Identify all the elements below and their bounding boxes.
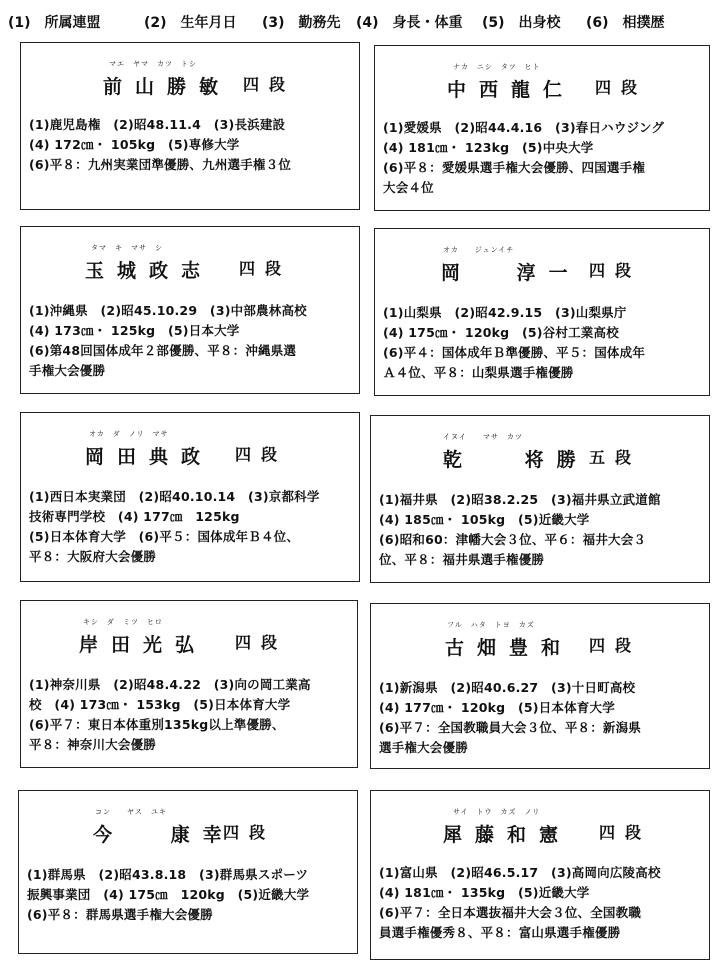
profile-line: (1)群馬県 (2)昭43.8.18 (3)群馬県スポーツ bbox=[27, 867, 309, 882]
profile-line: (6)平４：国体成年Ｂ準優勝、平５：国体成年 bbox=[383, 345, 646, 360]
wrestler-profile-card bbox=[370, 603, 710, 769]
wrestler-name: 岡 淳一 bbox=[441, 262, 581, 284]
wrestler-profile-card bbox=[20, 412, 360, 582]
wrestler-name: 古畑豊和 bbox=[445, 637, 574, 659]
profile-line: (4) 181㎝・ 123kg (5)中央大学 bbox=[383, 140, 594, 155]
wrestler-profile-card bbox=[20, 226, 360, 394]
profile-line: (1)山梨県 (2)昭42.9.15 (3)山梨県庁 bbox=[383, 305, 627, 320]
profile-line: 平８：神奈川大会優勝 bbox=[29, 737, 157, 752]
name-furigana: ナカ ニシ タツ ヒト bbox=[453, 63, 541, 71]
wrestler-name: 犀藤和憲 bbox=[443, 824, 572, 846]
profile-details bbox=[29, 301, 353, 381]
dan-rank: 四段 bbox=[235, 445, 288, 464]
profile-line: 平８：大阪府大会優勝 bbox=[29, 549, 157, 564]
profile-line: (4) 181㎝・ 135kg (5)近畿大学 bbox=[379, 885, 590, 900]
legend-item: (1) 所属連盟 bbox=[8, 15, 101, 31]
profile-details bbox=[29, 675, 351, 755]
dan-rank: 四段 bbox=[239, 259, 292, 278]
profile-line: 技術専門学校 (4) 177㎝ 125kg bbox=[29, 509, 240, 524]
wrestler-profile-card bbox=[20, 600, 358, 768]
profile-line: (1)神奈川県 (2)昭48.4.22 (3)向の岡工業高 bbox=[29, 677, 311, 692]
profile-line: (4) 175㎝・ 120kg (5)谷村工業高校 bbox=[383, 325, 619, 340]
legend-item: (3) 勤務先 bbox=[262, 15, 341, 31]
profile-line: (1)福井県 (2)昭38.2.25 (3)福井県立武道館 bbox=[379, 492, 661, 507]
name-furigana: マエ ヤマ カツ トシ bbox=[109, 60, 197, 68]
name-furigana: イヌイ マサ カツ bbox=[443, 433, 523, 441]
wrestler-name: 岡田典政 bbox=[85, 446, 214, 468]
profile-line: (1)富山県 (2)昭46.5.17 (3)高岡向広陵高校 bbox=[379, 865, 661, 880]
profile-details bbox=[29, 487, 353, 567]
legend-item: (2) 生年月日 bbox=[144, 15, 237, 31]
name-furigana: キシ ダ ミツ ヒロ bbox=[83, 618, 163, 626]
name-furigana: タマ キ マサ シ bbox=[91, 244, 163, 252]
profile-details bbox=[29, 115, 353, 175]
profile-line: 手権大会優勝 bbox=[29, 363, 106, 378]
field-legend bbox=[0, 0, 726, 34]
wrestler-name: 玉城政志 bbox=[85, 260, 214, 282]
profile-line: (6)平８：群馬県選手権大会優勝 bbox=[27, 907, 213, 922]
profile-line: 大会４位 bbox=[383, 180, 434, 195]
wrestler-profile-card bbox=[374, 228, 710, 396]
profile-line: (6)平７：東日本体重別135kg以上準優勝、 bbox=[29, 717, 285, 732]
profile-line: (1)鹿児島権 (2)昭48.11.4 (3)長浜建設 bbox=[29, 117, 286, 132]
wrestler-name: 中西龍仁 bbox=[447, 79, 576, 101]
profile-details bbox=[379, 863, 703, 943]
wrestler-profile-card bbox=[20, 42, 360, 210]
wrestler-name: 今 康幸 bbox=[93, 824, 235, 846]
profile-line: (6)平７：全国教職員大会３位、平８：新潟県 bbox=[379, 720, 642, 735]
dan-rank: 四段 bbox=[599, 823, 652, 842]
dan-rank: 四段 bbox=[223, 823, 276, 842]
profile-line: (6)平７：全日本選抜福井大会３位、全国教職 bbox=[379, 905, 642, 920]
profile-line: 位、平８：福井県選手権優勝 bbox=[379, 552, 545, 567]
dan-rank: 四段 bbox=[589, 261, 642, 280]
profile-line: (6)平８：愛媛県選手権大会優勝、四国選手権 bbox=[383, 160, 646, 175]
profile-line: (6)平８：九州実業団準優勝、九州選手権３位 bbox=[29, 157, 292, 172]
profile-line: (5)日本体育大学 (6)平５：国体成年Ｂ４位、 bbox=[29, 529, 300, 544]
wrestler-profile-card bbox=[18, 790, 358, 954]
profile-line: 校 (4) 173㎝・ 153kg (5)日本体育大学 bbox=[29, 697, 291, 712]
profile-line: (4) 173㎝・ 125kg (5)日本大学 bbox=[29, 323, 240, 338]
wrestler-name: 岸田光弘 bbox=[79, 634, 208, 656]
profile-details bbox=[383, 303, 703, 383]
dan-rank: 四段 bbox=[589, 636, 642, 655]
legend-item: (4) 身長・体重 bbox=[356, 15, 463, 31]
name-furigana: オカ ジュンイチ bbox=[443, 246, 515, 254]
dan-rank: 五段 bbox=[589, 448, 642, 467]
profile-details bbox=[27, 865, 351, 925]
profile-details bbox=[379, 678, 703, 758]
wrestler-profile-card bbox=[370, 790, 710, 960]
name-furigana: コン ヤス ユキ bbox=[95, 808, 167, 816]
profile-line: (4) 177㎝・ 120kg (5)日本体育大学 bbox=[379, 700, 615, 715]
name-furigana: フル ハタ トヨ カズ bbox=[447, 621, 535, 629]
legend-item: (5) 出身校 bbox=[482, 15, 561, 31]
wrestler-profile-card bbox=[370, 415, 710, 583]
profile-line: (4) 172㎝・ 105kg (5)専修大学 bbox=[29, 137, 240, 152]
dan-rank: 四段 bbox=[235, 633, 288, 652]
profile-line: (1)愛媛県 (2)昭44.4.16 (3)春日ハウジング bbox=[383, 120, 665, 135]
profile-line: 員選手権優秀８、平８：富山県選手権優勝 bbox=[379, 925, 621, 940]
profile-details bbox=[379, 490, 703, 570]
profile-line: (1)沖縄県 (2)昭45.10.29 (3)中部農林高校 bbox=[29, 303, 307, 318]
profile-line: (1)新潟県 (2)昭40.6.27 (3)十日町高校 bbox=[379, 680, 636, 695]
wrestler-name: 前山勝敏 bbox=[103, 76, 232, 98]
wrestler-profile-card bbox=[374, 45, 710, 211]
wrestler-name: 乾 将勝 bbox=[443, 449, 589, 471]
profile-line: (4) 185㎝・ 105kg (5)近畿大学 bbox=[379, 512, 590, 527]
profile-line: (6)第48回国体成年２部優勝、平８：沖縄県選 bbox=[29, 343, 297, 358]
profile-line: (1)西日本実業団 (2)昭40.10.14 (3)京都科学 bbox=[29, 489, 320, 504]
profile-line: 振興事業団 (4) 175㎝ 120kg (5)近畿大学 bbox=[27, 887, 310, 902]
dan-rank: 四段 bbox=[595, 78, 648, 97]
legend-item: (6) 相撲歴 bbox=[586, 15, 665, 31]
dan-rank: 四段 bbox=[243, 75, 296, 94]
name-furigana: サイ トウ カズ ノリ bbox=[453, 808, 541, 816]
profile-line: (6)昭和60：津幡大会３位、平６：福井大会３ bbox=[379, 532, 647, 547]
profile-line: 選手権大会優勝 bbox=[379, 740, 468, 755]
profile-line: Ａ４位、平８：山梨県選手権優勝 bbox=[383, 365, 574, 380]
name-furigana: オカ ダ ノリ マサ bbox=[89, 430, 169, 438]
profile-details bbox=[383, 118, 703, 198]
